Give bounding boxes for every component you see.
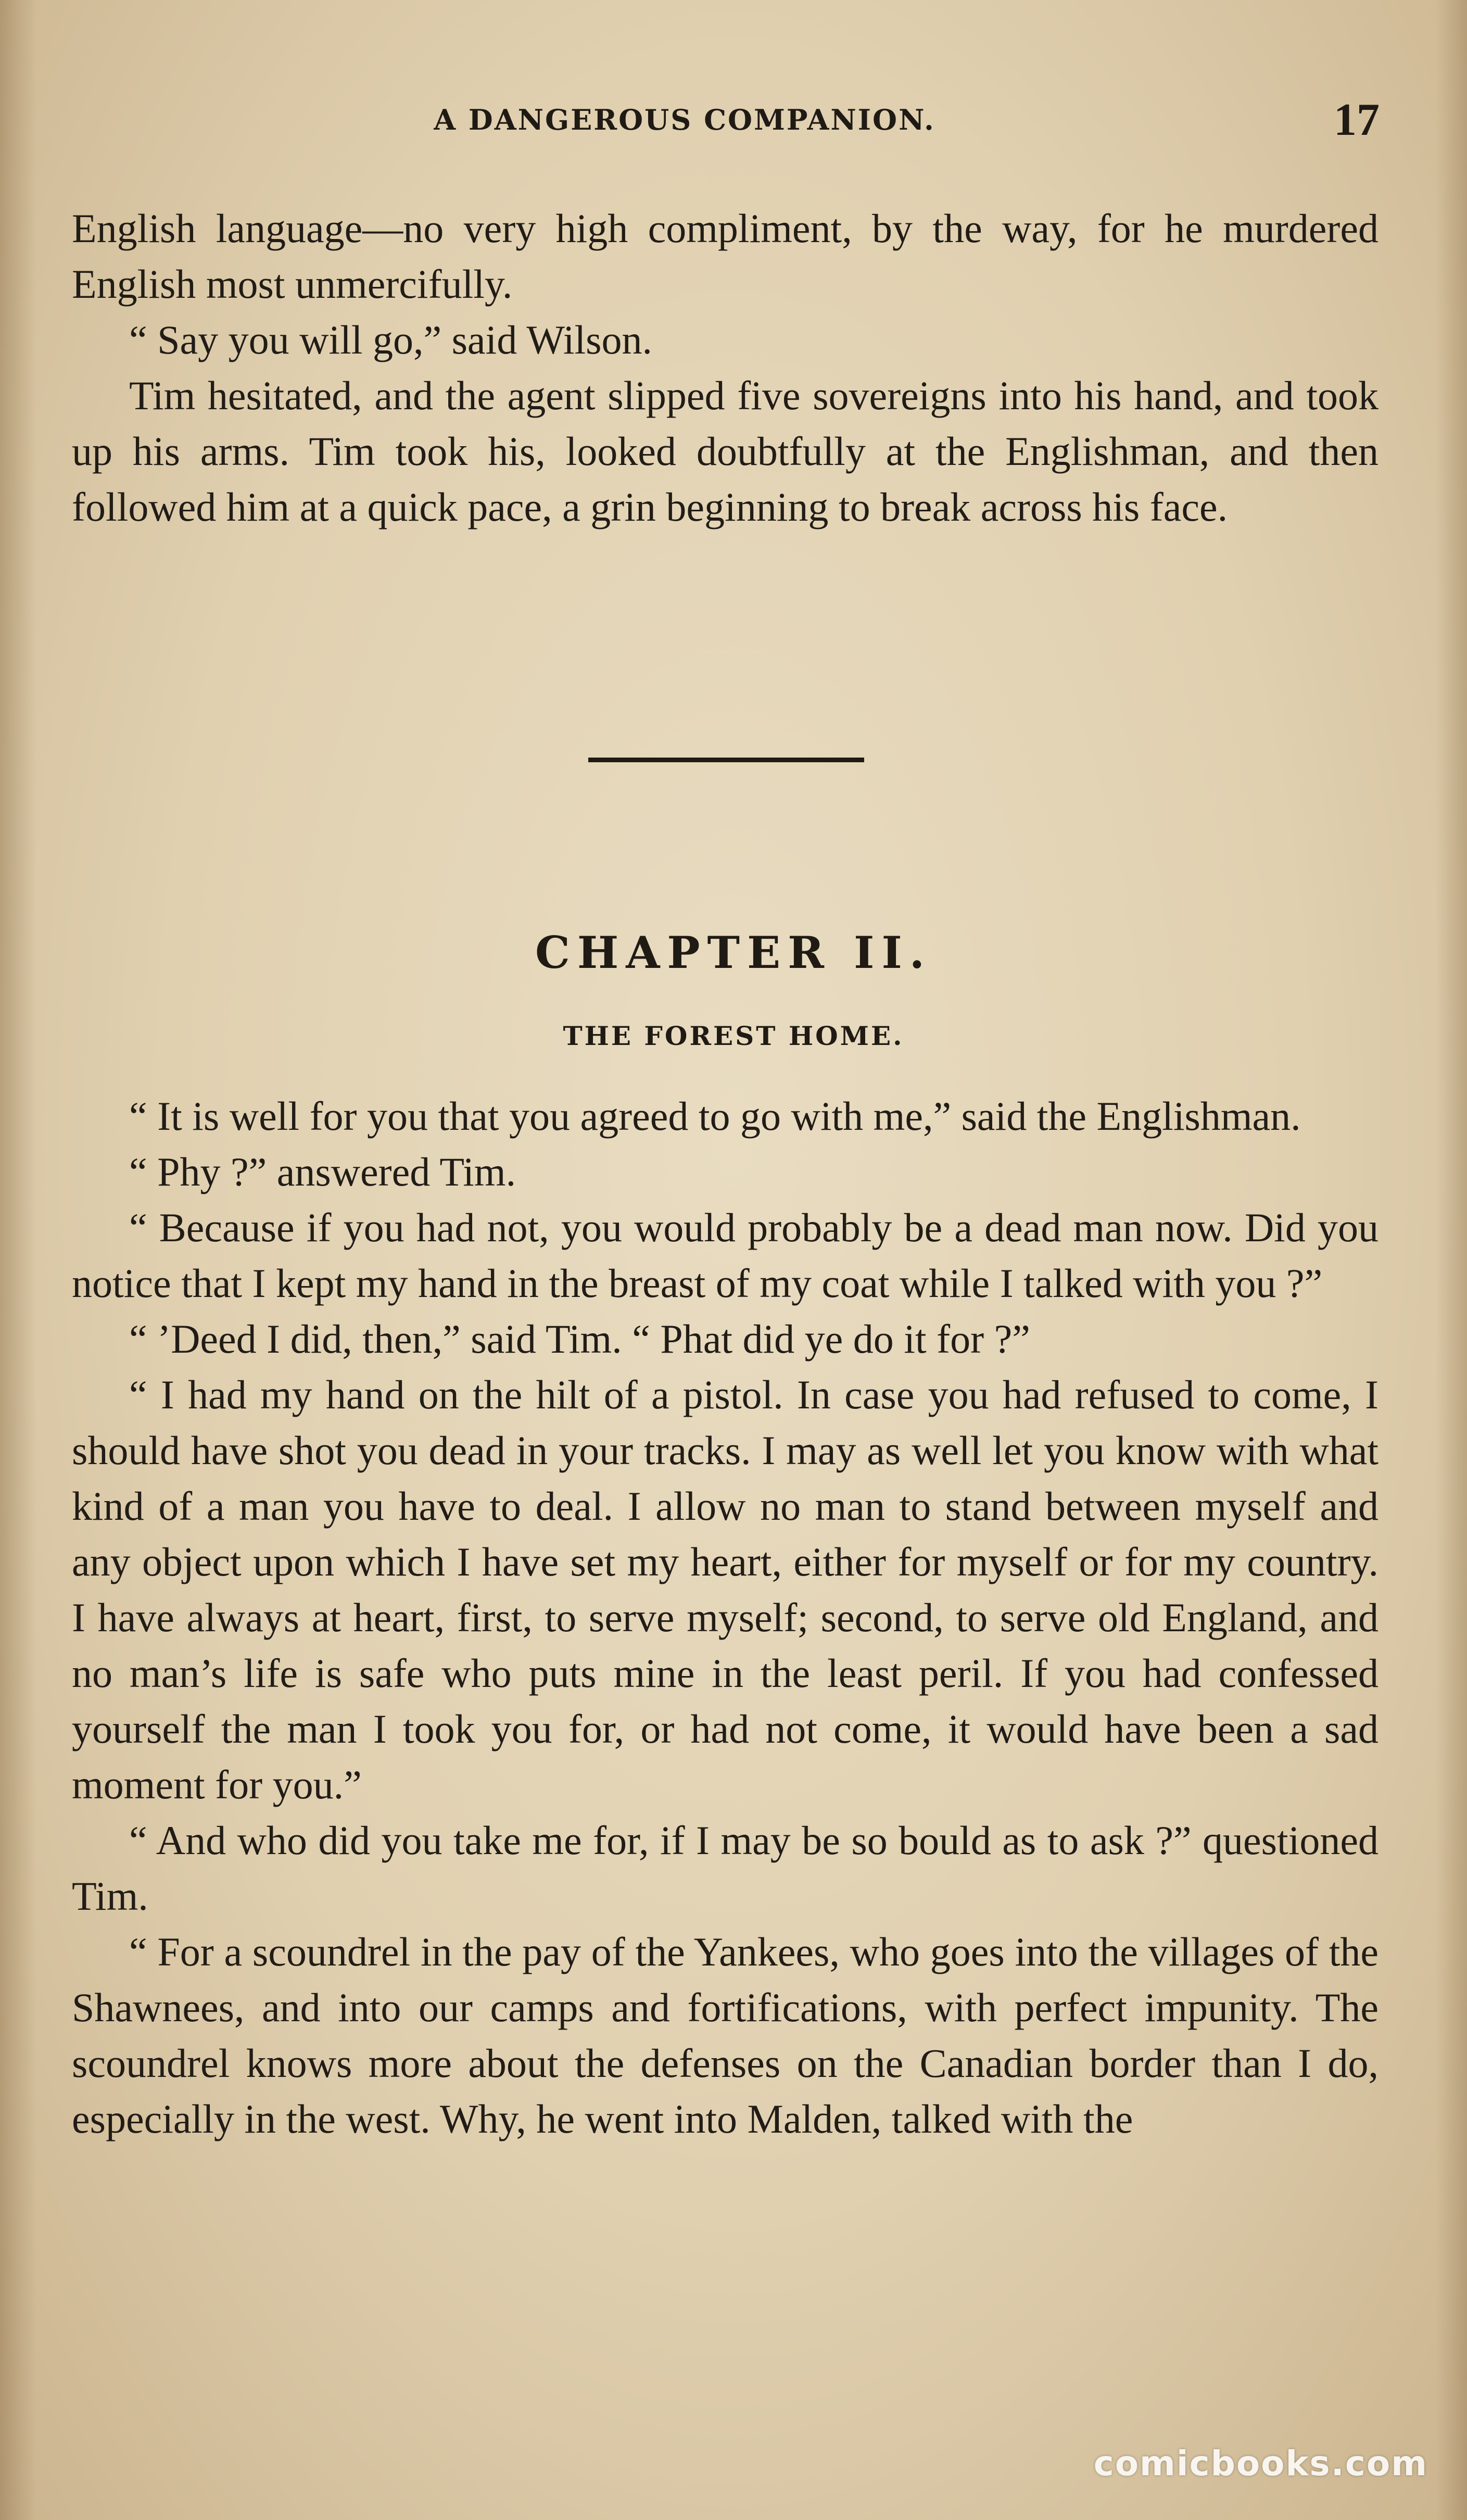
paragraph: “ Phy ?” answered Tim.: [129, 1149, 516, 1194]
paragraph: English language—no very high compliment, by the way, for he murdered English most unmercifully.: [72, 206, 1379, 307]
section-divider-rule: [588, 758, 864, 762]
paragraph: “ For a scoundrel in the pay of the Yankees, who goes into the villages of the Shawnees, and into our camps and fortifications, with perfect impunity. The scoundrel knows more about the defenses on the Canadian border than I do, especially in the west. Why, he went into Malden, talked with the: [72, 1929, 1379, 2141]
paragraph: “ ’Deed I did, then,” said Tim. “ Phat did ye do it for ?”: [129, 1316, 1030, 1362]
paragraph: “ It is well for you that you agreed to go with me,” said the Englishman.: [129, 1093, 1301, 1139]
chapter-subtitle: THE FOREST HOME.: [563, 1020, 904, 1051]
page-edge-shadow-right: [1436, 0, 1467, 2520]
watermark-logo: comicbooks.com: [1093, 2443, 1428, 2484]
page-number: 17: [1334, 95, 1380, 145]
paragraph: “ I had my hand on the hilt of a pistol. In case you had refused to come, I should have shot you dead in your tracks. I may as well let you know with what kind of a man you have to deal. I allow no man to stand between myself and any object upon which I have set my heart, either for myself or for my country. I have always at heart, first, to serve myself; second, to serve old England, and no man’s life is safe who puts mine in the least peril. If you had confessed yourself the man I took you for, or had not come, it would have been a sad moment for you.”: [72, 1372, 1379, 1807]
paragraph: “ And who did you take me for, if I may be so bould as to ask ?” questioned Tim.: [72, 1818, 1379, 1919]
paragraph: “ Say you will go,” said Wilson.: [129, 317, 653, 362]
chapter-title: CHAPTER II.: [535, 927, 932, 978]
page-header: [73, 94, 1380, 156]
text-block-chapter-body: [72, 1088, 1379, 2147]
page-edge-shadow-left: [0, 0, 36, 2520]
paragraph: Tim hesitated, and the agent slipped five sovereigns into his hand, and took up his arms. Tim took his, looked doubtfully at the Englishman, and then followed him at a quick pace, a grin beginning to break across his face.: [72, 373, 1379, 530]
text-block-before-chapter: [72, 200, 1379, 535]
paragraph: “ Because if you had not, you would probably be a dead man now. Did you notice that I kept my hand in the breast of my coat while I talked with you ?”: [72, 1205, 1379, 1306]
running-title: A DANGEROUS COMPANION.: [434, 103, 935, 136]
